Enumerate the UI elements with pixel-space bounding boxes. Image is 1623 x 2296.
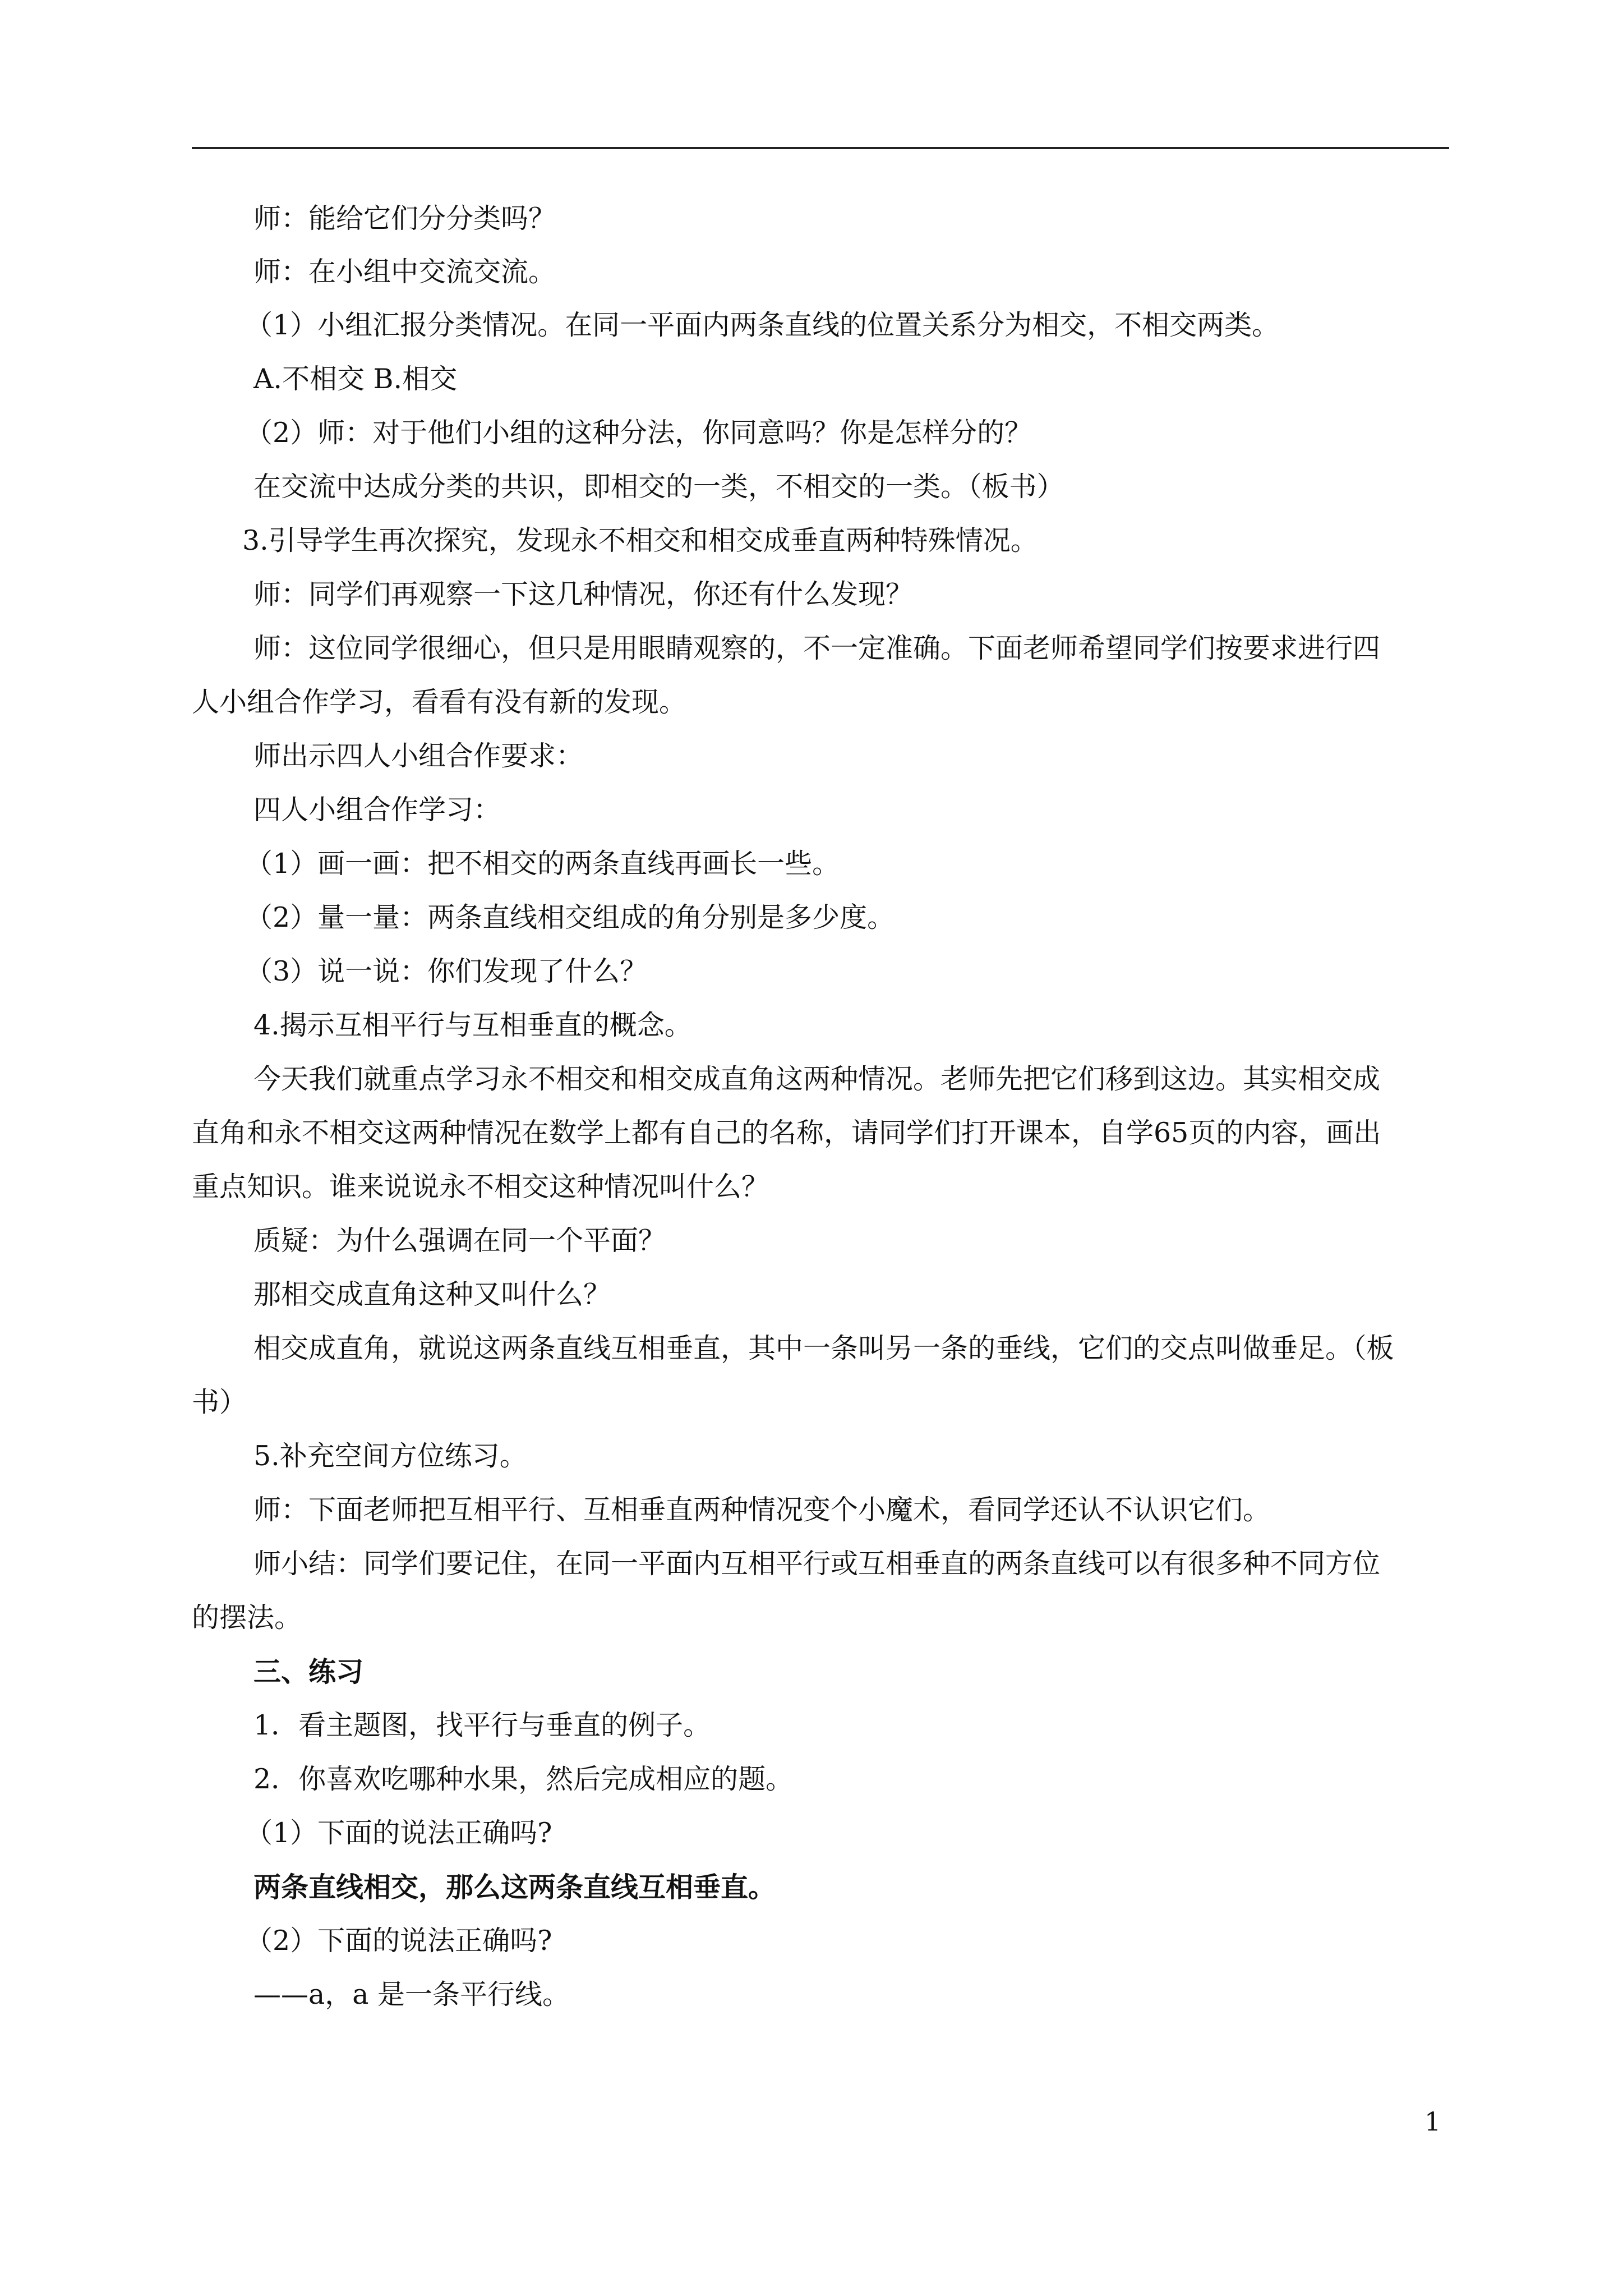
- paragraph-line: 4.揭示互相平行与互相垂直的概念。: [253, 1009, 692, 1041]
- paragraph-line: 直角和永不相交这两种情况在数学上都有自己的名称，请同学们打开课本，自学65页的内容，画出: [192, 1117, 1381, 1149]
- paragraph-line: 质疑：为什么强调在同一个平面？: [253, 1225, 666, 1257]
- paragraph-line: 5.补充空间方位练习。: [253, 1440, 527, 1472]
- paragraph-line: 2．你喜欢吃哪种水果，然后完成相应的题。: [253, 1763, 794, 1795]
- paragraph-line: 书）: [192, 1386, 247, 1418]
- paragraph-line: 师小结：同学们要记住，在同一平面内互相平行或互相垂直的两条直线可以有很多种不同方位: [253, 1548, 1381, 1580]
- paragraph-line: 师出示四人小组合作要求：: [253, 740, 584, 772]
- paragraph-line: （2）师：对于他们小组的这种分法，你同意吗？你是怎样分的？: [245, 417, 1032, 449]
- paragraph-line: 师：在小组中交流交流。: [253, 256, 556, 288]
- paragraph-line: 师：下面老师把互相平行、互相垂直两种情况变个小魔术，看同学还认不认识它们。: [253, 1494, 1271, 1526]
- paragraph-line: （1）小组汇报分类情况。在同一平面内两条直线的位置关系分为相交，不相交两类。: [245, 309, 1280, 341]
- paragraph-line: （2）下面的说法正确吗?: [245, 1925, 552, 1957]
- paragraph-line: ——a，a 是一条平行线。: [253, 1978, 570, 2010]
- page-number: 1: [1424, 2106, 1441, 2137]
- bold-paragraph-line: 两条直线相交，那么这两条直线互相垂直。: [253, 1871, 776, 1903]
- header-rule: [192, 147, 1449, 149]
- paragraph-line: 1．看主题图，找平行与垂直的例子。: [253, 1709, 711, 1741]
- paragraph-line: （1）下面的说法正确吗?: [245, 1817, 552, 1849]
- paragraph-line: 重点知识。谁来说说永不相交这种情况叫什么？: [192, 1171, 769, 1203]
- paragraph-line: 今天我们就重点学习永不相交和相交成直角这两种情况。老师先把它们移到这边。其实相交成: [253, 1063, 1381, 1095]
- paragraph-line: 相交成直角，就说这两条直线互相垂直，其中一条叫另一条的垂线，它们的交点叫做垂足。（板: [253, 1332, 1394, 1364]
- paragraph-line: （1）画一画：把不相交的两条直线再画长一些。: [245, 848, 840, 880]
- paragraph-line: 3.引导学生再次探究，发现永不相交和相交成垂直两种特殊情况。: [242, 524, 1038, 556]
- paragraph-line: （3）说一说：你们发现了什么？: [245, 955, 648, 987]
- paragraph-line: 的摆法。: [192, 1602, 302, 1634]
- paragraph-line: 师：这位同学很细心，但只是用眼睛观察的，不一定准确。下面老师希望同学们按要求进行四: [253, 632, 1381, 664]
- paragraph-line: 人小组合作学习，看看有没有新的发现。: [192, 686, 687, 718]
- paragraph-line: 四人小组合作学习：: [253, 794, 501, 826]
- paragraph-line: 那相交成直角这种又叫什么？: [253, 1278, 611, 1310]
- bold-paragraph-line: 三、练习: [253, 1655, 364, 1688]
- paragraph-line: （2）量一量：两条直线相交组成的角分别是多少度。: [245, 901, 895, 933]
- paragraph-line: 在交流中达成分类的共识，即相交的一类，不相交的一类。（板书）: [253, 471, 1064, 503]
- paragraph-line: 师：能给它们分分类吗？: [253, 203, 556, 234]
- paragraph-line: 师：同学们再观察一下这几种情况，你还有什么发现？: [253, 578, 914, 610]
- paragraph-line: A.不相交 B.相交: [253, 363, 458, 395]
